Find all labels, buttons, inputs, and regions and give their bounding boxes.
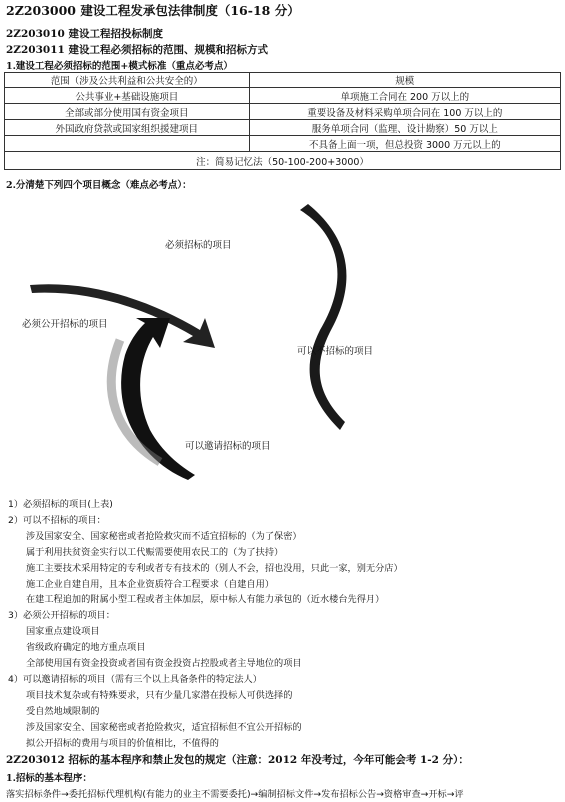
list-item: 全部使用国有资金投资或者国有资金投资占控股或者主导地位的项目 — [26, 658, 302, 670]
concept-diagram — [0, 190, 565, 490]
list-item: 受自然地域限制的 — [26, 705, 100, 717]
table-cell: 外国政府贷款或国家组织援建项目 — [5, 120, 250, 136]
table-cell: 公共事业+基础设施项目 — [5, 88, 250, 104]
label-invite-bid: 可以邀请招标的项目 — [185, 441, 271, 452]
table-row — [5, 136, 561, 152]
list-item: 属于利用扶贫资金实行以工代赈需要使用农民工的（为了扶持） — [26, 546, 284, 558]
table-cell: 全部或部分使用国有资金项目 — [5, 104, 250, 120]
list-item: 1）必须招标的项目(上表) — [8, 499, 113, 510]
table-cell: 单项施工合同在 200 万以上的 — [249, 88, 560, 104]
chapter-heading: 2Z203000 建设工程发承包法律制度（16-18 分） — [6, 3, 300, 18]
table-header: 规模 — [249, 73, 560, 88]
table-row — [5, 104, 561, 120]
table-cell: 服务单项合同（监理、设计勘察）50 万以上 — [249, 120, 560, 136]
list-item: 4）可以邀请招标的项目（需有三个以上具备条件的特定法人） — [8, 673, 262, 685]
label-open-bid: 必须公开招标的项目 — [22, 319, 108, 330]
list-item: 省级政府确定的地方重点项目 — [26, 642, 146, 654]
table-row — [5, 120, 561, 136]
label-must-bid: 必须招标的项目 — [165, 240, 232, 251]
point2-title: 2.分清楚下列四个项目概念（难点必考点）： — [6, 180, 192, 191]
list-item: 3）必须公开招标的项目： — [8, 610, 115, 622]
table-note: 注：简易记忆法（50-100-200+3000） — [5, 152, 561, 170]
subsection-heading: 2Z203011 建设工程必须招标的范围、规模和招标方式 — [6, 44, 268, 56]
table-cell — [5, 136, 250, 152]
table-header-row — [5, 73, 561, 88]
list-item: 涉及国家安全、国家秘密或者抢险救灾，适宜招标但不宜公开招标的 — [26, 721, 302, 733]
list-item: 在建工程追加的附属小型工程或者主体加层，原中标人有能力承包的（近水楼台先得月） — [26, 594, 385, 606]
table-header: 范围（涉及公共利益和公共安全的） — [5, 73, 250, 88]
list-item: 施工企业自建自用，且本企业资质符合工程要求（自建自用） — [26, 578, 275, 590]
section-heading: 2Z203010 建设工程招投标制度 — [6, 28, 163, 40]
list-item: 施工主要技术采用特定的专利或者专有技术的（别人不会，招也没用，只此一家，别无分店） — [26, 562, 403, 574]
table-cell: 重要设备及材料采购单项合同在 100 万以上的 — [249, 104, 560, 120]
list-item: 项目技术复杂或有特殊要求，只有少量几家潜在投标人可供选择的 — [26, 689, 293, 701]
point3-title: 1.招标的基本程序： — [6, 773, 92, 784]
explanation-list — [8, 497, 563, 752]
arrow-right-arc — [300, 204, 346, 430]
table-row — [5, 88, 561, 104]
process-flow-text: 落实招标条件→委托招标代理机构(有能力的业主不需要委托)→编制招标文件→发布招标公告→资格审查→开标→评 — [6, 789, 464, 800]
table-cell: 不具备上面一项，但总投资 3000 万元以上的 — [249, 136, 560, 152]
table-note-row — [5, 152, 561, 170]
list-item: 2）可以不招标的项目： — [8, 514, 106, 526]
list-item: 拟公开招标的费用与项目的价值相比，不值得的 — [26, 737, 219, 749]
section2-heading: 2Z203012 招标的基本程序和禁止发包的规定（注意：2012 年没考过，今年可能会考 1-2 分）： — [6, 754, 469, 766]
list-item: 涉及国家安全、国家秘密或者抢险救灾而不适宜招标的（为了保密） — [26, 530, 302, 542]
scope-table — [4, 72, 561, 170]
list-item: 国家重点建设项目 — [26, 626, 100, 638]
arrows-graphic — [0, 190, 565, 490]
point1-title: 1.建设工程必须招标的范围+模式标准（重点必考点） — [6, 61, 233, 72]
label-no-bid: 可以不招标的项目 — [297, 346, 374, 357]
